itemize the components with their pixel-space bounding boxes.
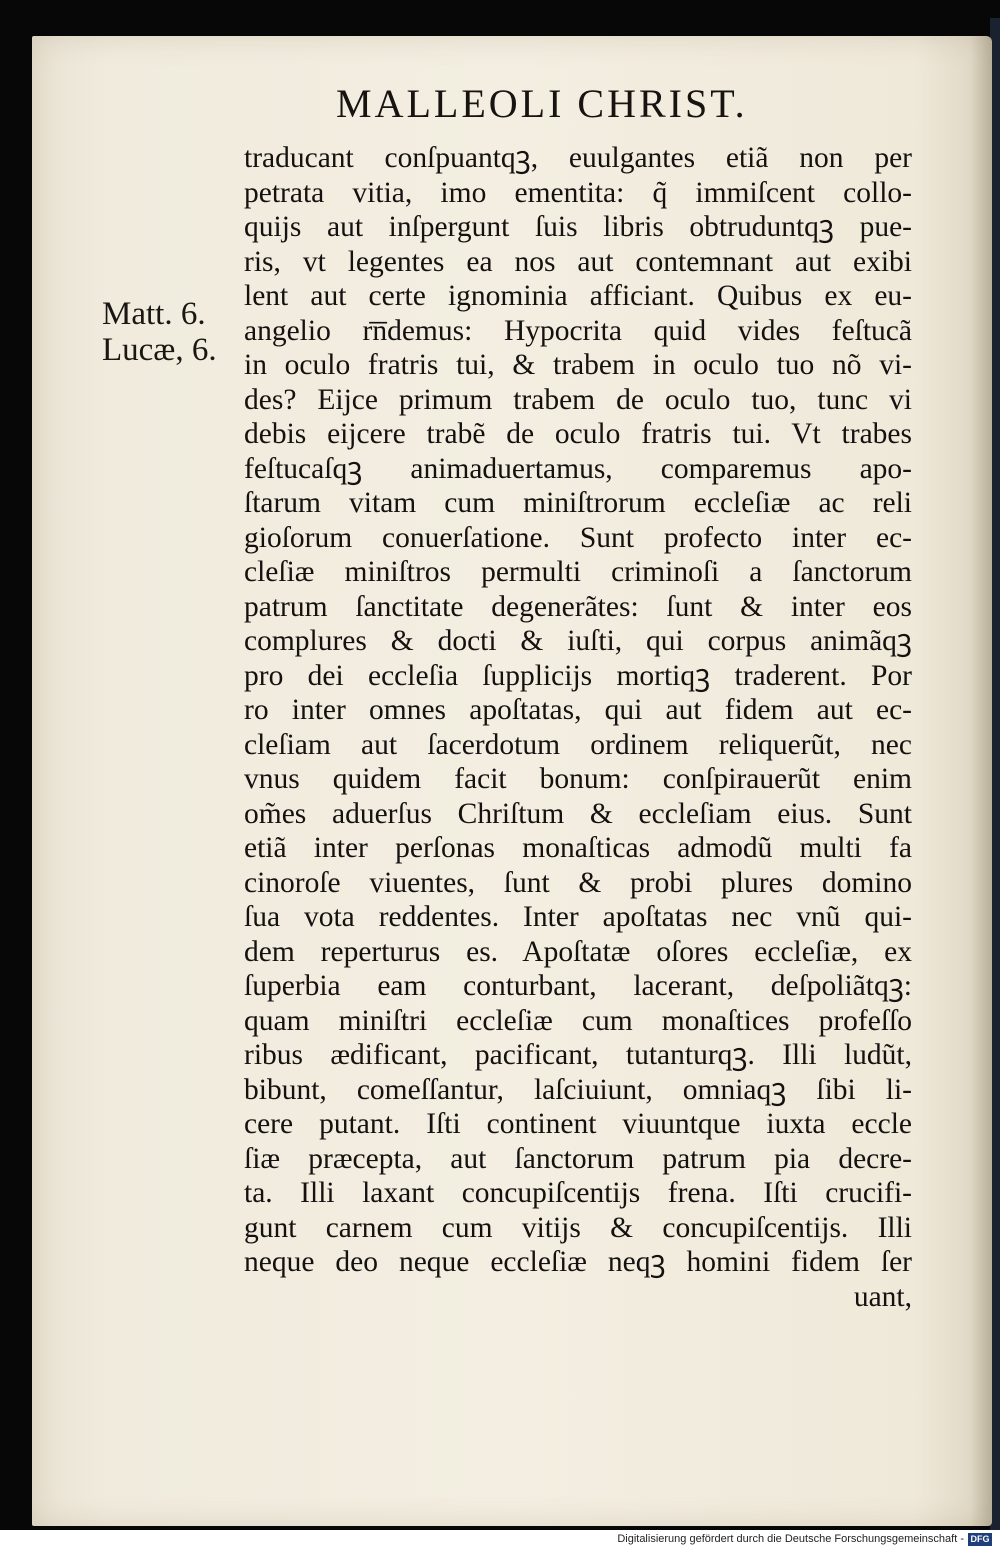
text-line: lent aut certe ignominia afficiant. Quibus ex eu- [244,280,912,312]
text-line: feſtucaſqꝫ animaduertamus, comparemus apo- [244,452,912,485]
marginal-note: Lucæ, 6. [102,332,217,368]
text-line: ſtarum vitam cum miniſtrorum eccleſiæ ac reli [244,487,912,519]
marginal-note: Matt. 6. [102,296,206,332]
text-line: ta. Illi laxant concupiſcentijs frena. Iſti crucifi- [244,1177,912,1209]
text-line: debis eijcere trabẽ de oculo fratris tui. Vt trabes [244,418,912,450]
text-line: cere putant. Iſti continent viuuntque iuxta eccle [244,1108,912,1140]
text-line: dem reperturus es. Apoſtatæ oſores eccleſiæ, ex [244,935,912,968]
text-line: neque deo neque eccleſiæ neqꝫ homini fidem ſer [244,1246,912,1278]
text-line: traducant conſpuantqꝫ, euulgantes etiã non per [244,142,912,174]
text-line: patrum ſanctitate degenerãtes: ſunt & inter eos [244,590,912,623]
text-line: pro dei eccleſia ſupplicijs mortiqꝫ traderent. Por [244,659,912,692]
text-line: ribus ædificant, pacificant, tutanturqꝫ. Illi ludũt, [244,1039,912,1071]
text-line: ſuperbia eam conturbant, lacerant, deſpoliãtqꝫ: [244,970,912,1002]
text-line: complures & docti & iuſti, qui corpus animãqꝫ [244,625,912,657]
funding-caption: Digitalisierung gefördert durch die Deutsche Forschungsgemeinschaft - [617,1533,964,1545]
text-line: gunt carnem cum vitijs & concupiſcentijs. Illi [244,1211,912,1244]
text-line: cinoroſe viuentes, ſunt & probi plures domino [244,866,912,899]
running-head: MALLEOLI CHRIST. [336,81,748,126]
text-line: ris, vt legentes ea nos aut contemnant aut exibi [244,245,912,278]
text-line: bibunt, comeſſantur, laſciuiunt, omniaqꝫ ſibi li- [244,1073,912,1106]
text-line: cleſiam aut ſacerdotum ordinem reliquerũt, nec [244,728,912,761]
text-line: vnus quidem facit bonum: conſpirauerũt enim [244,763,912,795]
marginal-notes [102,296,217,368]
text-line: in oculo fratris tui, & trabem in oculo tuo nõ vi- [244,349,912,381]
text-line: ro inter omnes apoſtatas, qui aut fidem aut ec- [244,694,912,726]
text-line: petrata vitia, imo ementita: q̃ immiſcent collo- [244,176,912,209]
text-line: cleſiæ miniſtros permulti criminoſi a ſanctorum [244,556,912,588]
text-line: angelio r͞ndemus: Hypocrita quid vides feſtucã [244,314,912,347]
text-line: om̃es aduerſus Chriſtum & eccleſiam eius. Sunt [244,797,912,830]
text-line: quam miniſtri eccleſiæ cum monaſtices profeſſo [244,1004,912,1037]
text-line: gioſorum conuerſatione. Sunt profecto inter ec- [244,521,912,554]
text-line: des? Eijce primum trabem de oculo tuo, tunc vi [244,383,912,416]
text-line: ſua vota reddentes. Inter apoſtatas nec vnũ qui- [244,901,912,933]
dfg-logo-icon: DFG [968,1533,992,1546]
text-line: etiã inter perſonas monaſticas admodũ multi fa [244,832,912,864]
text-line: quijs aut inſpergunt ſuis libris obtruduntqꝫ pue- [244,211,912,243]
text-line: ſiæ præcepta, aut ſanctorum patrum pia decre- [244,1142,912,1175]
catchword-line: uant, [853,1280,912,1313]
